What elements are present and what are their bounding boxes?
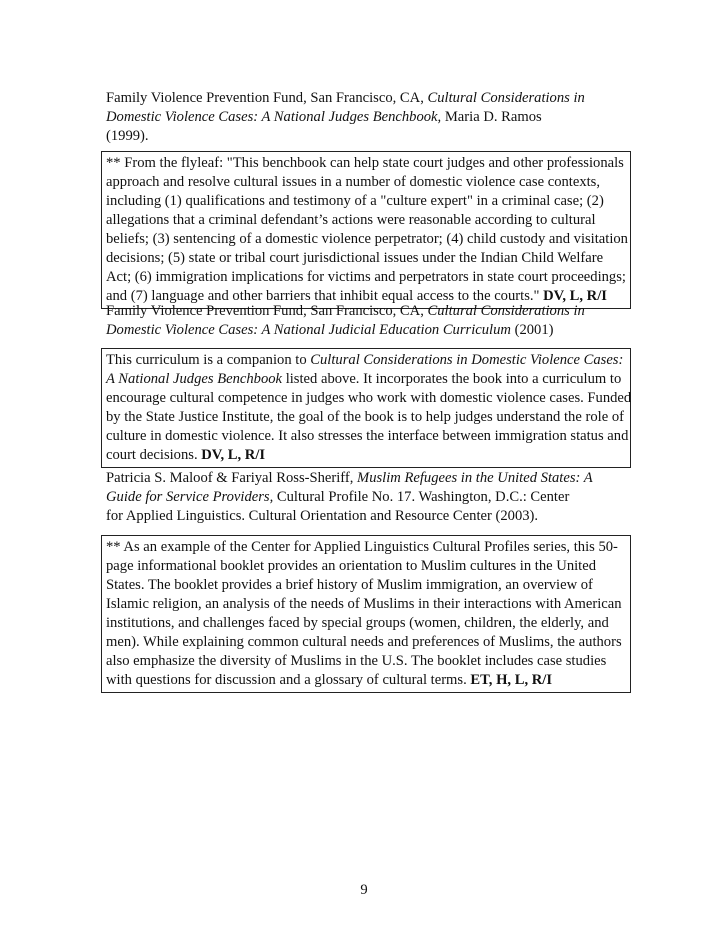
annotation-1-line: Act; (6) immigration implications for victims and perpetrators in state court proceedings; xyxy=(106,269,626,285)
citation-2 xyxy=(106,302,634,340)
annotation-1-last-line: and (7) language and other barriers that inhibit equal access to the courts." DV, L, R/I xyxy=(106,288,607,304)
annotation-2-line: encourage cultural competence in judges who work with domestic violence cases. Funded xyxy=(106,390,632,406)
citation-1-line-1: Family Violence Prevention Fund, San Francisco, CA, Cultural Considerations in xyxy=(106,90,585,106)
annotation-3-line: men). While explaining common cultural needs and preferences of Muslims, the authors xyxy=(106,634,622,650)
annotation-1-line: decisions; (5) state or tribal court jurisdictional issues under the Indian Child Welfare xyxy=(106,250,604,266)
citation-1-line-3: (1999). xyxy=(106,128,149,144)
citation-2-line-2: Domestic Violence Cases: A National Judicial Education Curriculum (2001) xyxy=(106,322,554,338)
annotation-3-tags: ET, H, L, R/I xyxy=(470,672,553,688)
citation-3-line-1: Patricia S. Maloof & Fariyal Ross-Sheriff, Muslim Refugees in the United States: A xyxy=(106,470,593,486)
annotation-1-line: ** From the flyleaf: "This benchbook can help state court judges and other professionals xyxy=(106,155,624,171)
annotation-2-line: culture in domestic violence. It also stresses the interface between immigration status and xyxy=(106,428,629,444)
citation-3 xyxy=(106,469,634,526)
annotation-2-tags: DV, L, R/I xyxy=(201,447,266,463)
citation-1-line-2: Domestic Violence Cases: A National Judges Benchbook, Maria D. Ramos xyxy=(106,109,542,125)
annotation-1-line: including (1) qualifications and testimony of a "culture expert" in a criminal case; (2) xyxy=(106,193,604,209)
annotation-1-line: beliefs; (3) sentencing of a domestic violence perpetrator; (4) child custody and visitation xyxy=(106,231,628,247)
annotation-1-tags: DV, L, R/I xyxy=(543,288,607,304)
annotation-3-line: also emphasize the diversity of Muslims in the U.S. The booklet includes case studies xyxy=(106,653,607,669)
citation-1 xyxy=(106,89,634,146)
annotation-3-line: page informational booklet provides an orientation to Muslim cultures in the United xyxy=(106,558,597,574)
annotation-2-line-1: This curriculum is a companion to Cultural Considerations in Domestic Violence Cases: xyxy=(106,352,624,368)
annotation-2-line: by the State Justice Institute, the goal of the book is to help judges understand the role of xyxy=(106,409,624,425)
annotation-3-line: institutions, and challenges faced by special groups (women, children, the elderly, and xyxy=(106,615,609,631)
annotation-1-line: approach and resolve cultural issues in a number of domestic violence case contexts, xyxy=(106,174,600,190)
citation-3-line-3: for Applied Linguistics. Cultural Orientation and Resource Center (2003). xyxy=(106,508,539,524)
annotation-2-line-2: A National Judges Benchbook listed above. It incorporates the book into a curriculum to xyxy=(106,371,622,387)
citation-3-line-2: Guide for Service Providers, Cultural Profile No. 17. Washington, D.C.: Center xyxy=(106,489,570,505)
citation-2-line-1: Family Violence Prevention Fund, San Francisco, CA, Cultural Considerations in xyxy=(106,303,585,319)
annotation-2-last-line: court decisions. DV, L, R/I xyxy=(106,447,266,463)
annotation-3-line: States. The booklet provides a brief history of Muslim immigration, an overview of xyxy=(106,577,593,593)
annotation-3-line: Islamic religion, an analysis of the needs of Muslims in their interactions with American xyxy=(106,596,622,612)
annotation-box-1 xyxy=(101,151,631,309)
annotation-1-line: allegations that a criminal defendant’s actions were reasonable according to cultural xyxy=(106,212,596,228)
annotation-3-line: ** As an example of the Center for Applied Linguistics Cultural Profiles series, this 50- xyxy=(106,539,618,555)
annotation-box-3 xyxy=(101,535,631,693)
annotation-box-2 xyxy=(101,348,631,468)
page-number: 9 xyxy=(360,882,368,898)
annotation-3-last-line: with questions for discussion and a glossary of cultural terms. ET, H, L, R/I xyxy=(106,672,553,688)
